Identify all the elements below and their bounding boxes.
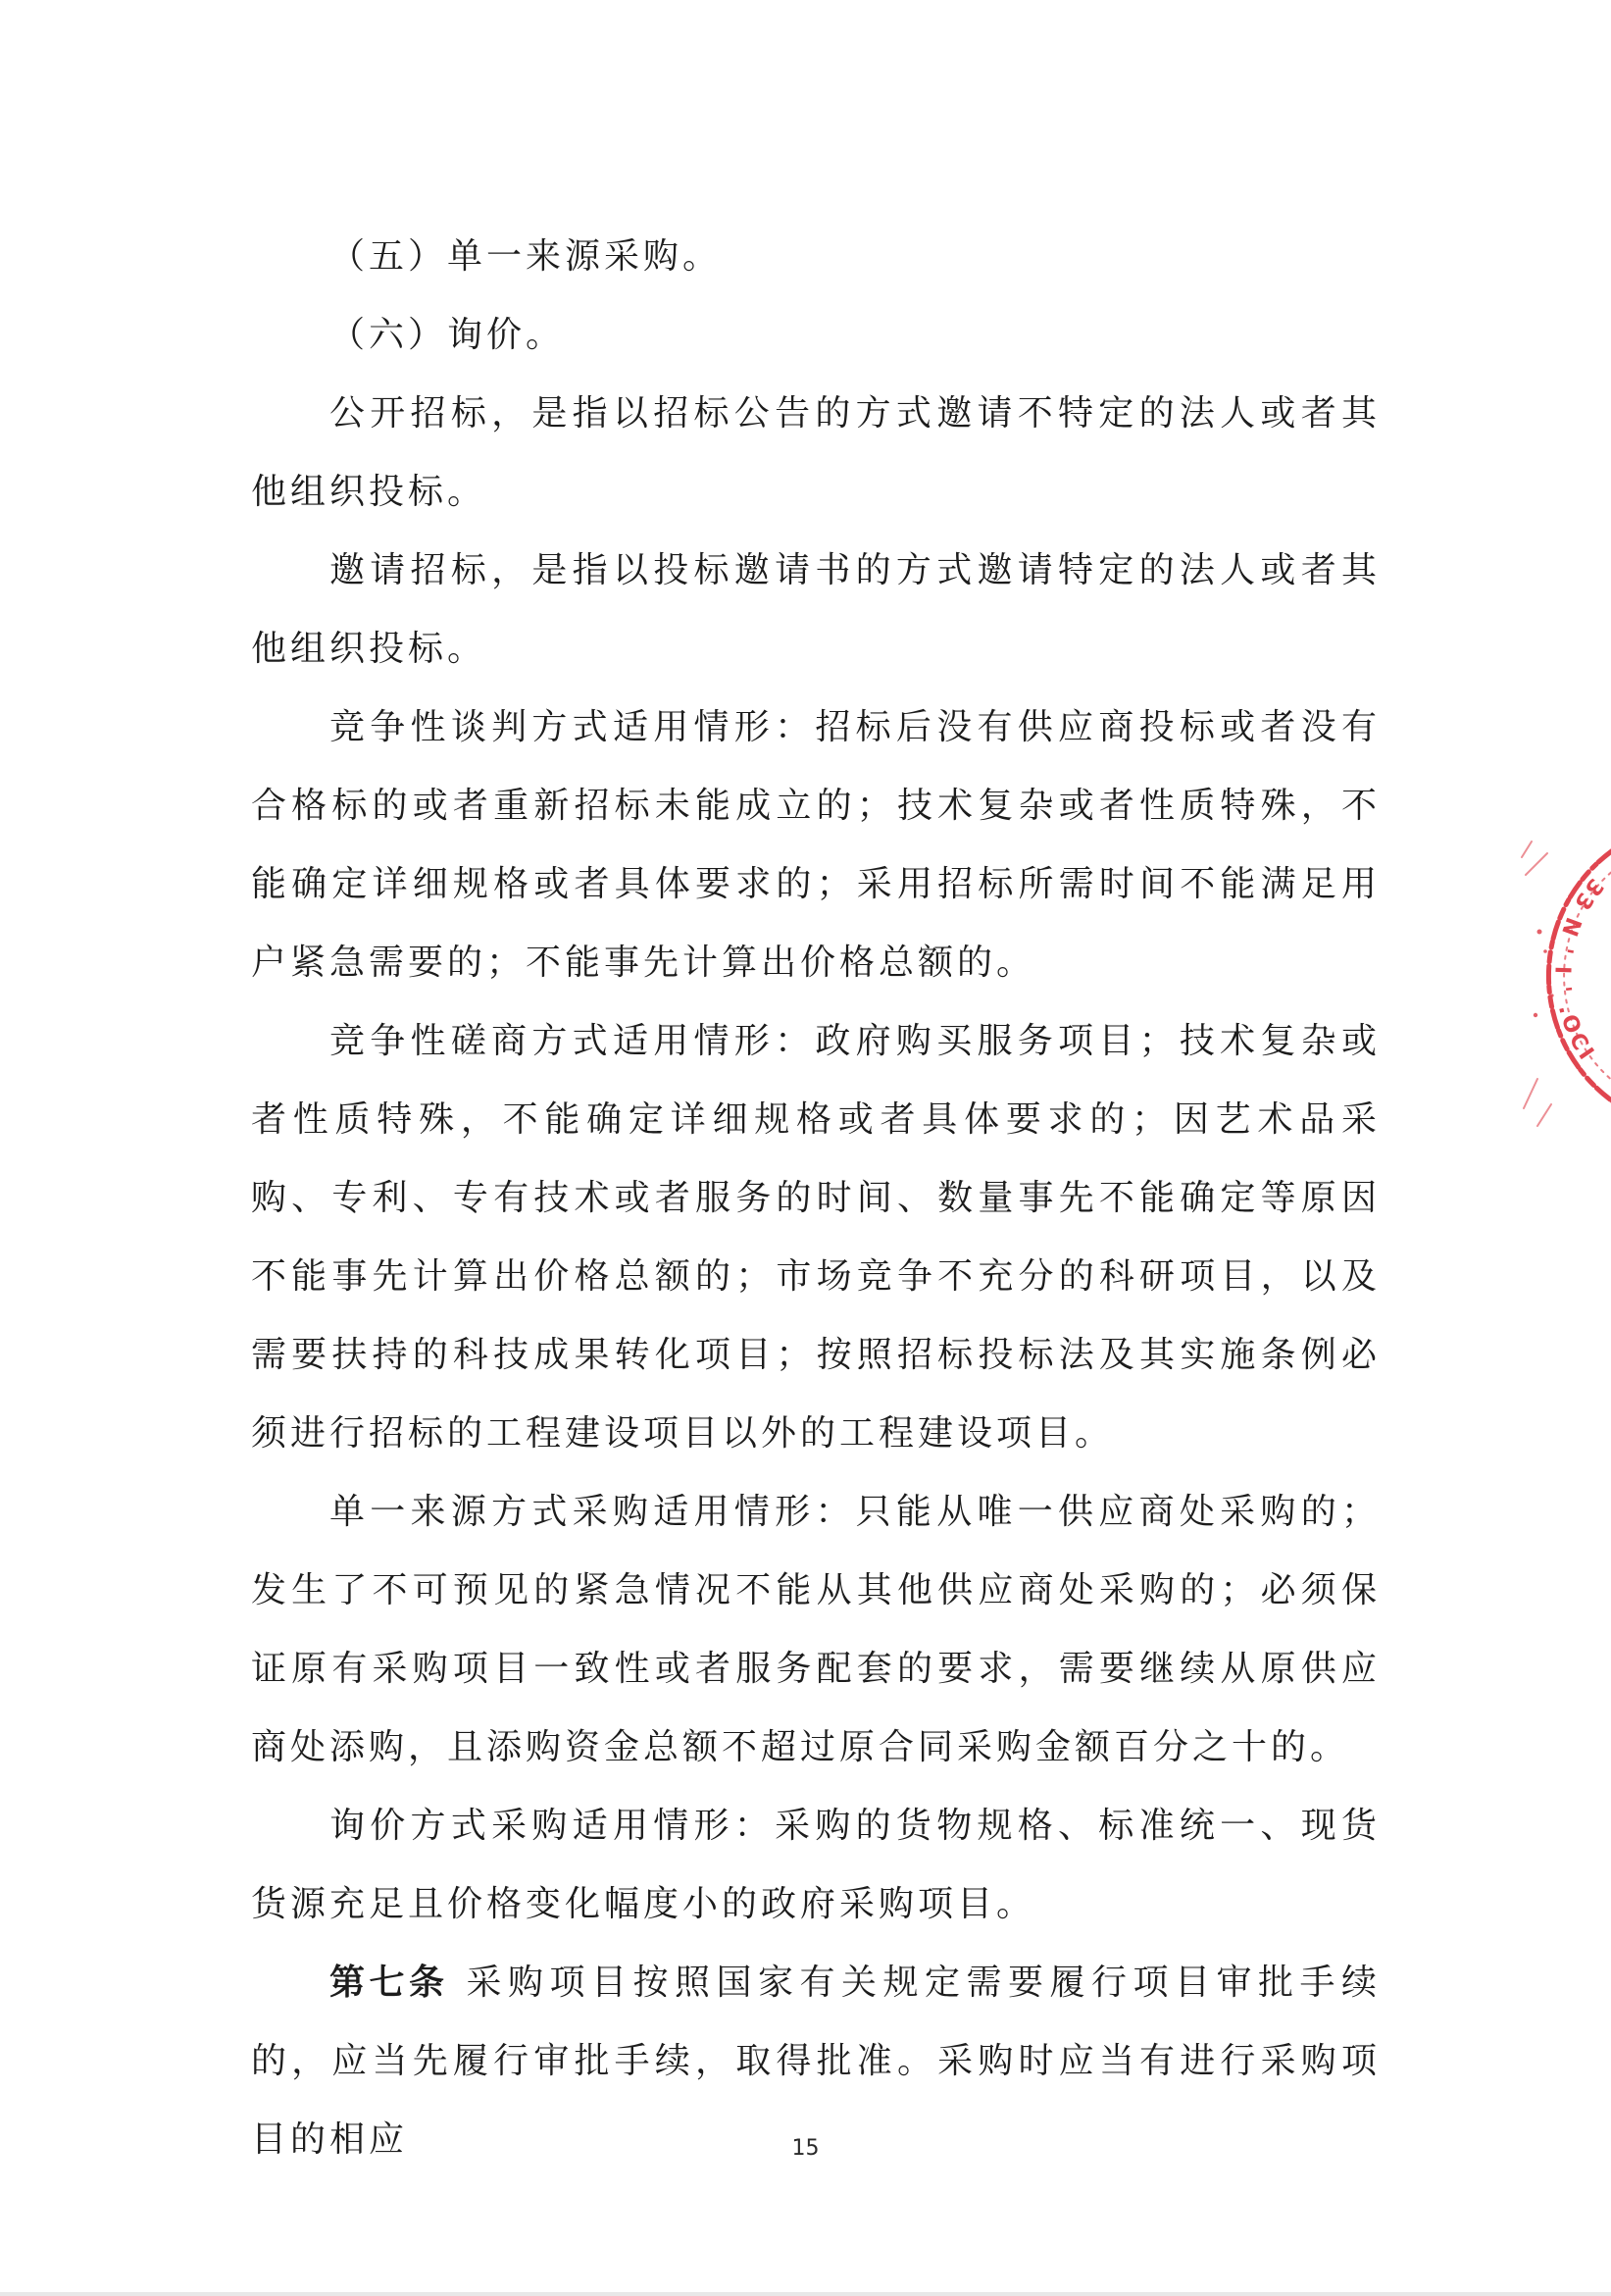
- paragraph-item-6: （六）询价。: [329, 315, 566, 355]
- scan-edge-divider: [0, 2292, 1611, 2296]
- seal-stamp-icon: [1518, 814, 1611, 1138]
- paragraph-single-source: 单一来源方式采购适用情形：只能从唯一供应商处采购的；发生了不可预见的紧急情况不能从其他供应商处采购的；必须保证原有采购项目一致性或者服务配套的要求，需要继续从原供应商处添购，且添购资金总额不超过原合同采购金额百分之十的。: [251, 1492, 1381, 1767]
- article-text: 采购项目按照国家有关规定需要履行项目审批手续的，应当先履行审批手续，取得批准。采购时应当有进行采购项目的相应: [251, 1963, 1381, 2160]
- paragraph-competitive-consultation: 竞争性磋商方式适用情形：政府购买服务项目；技术复杂或者性质特殊，不能确定详细规格或者具体要求的；因艺术品采购、专利、专有技术或者服务的时间、数量事先不能确定等原因不能事先计算出价格总额的；市场竞争不充分的科研项目，以及需要扶持的科技成果转化项目；按照招标投标法及其实施条例必须进行招标的工程建设项目以外的工程建设项目。: [251, 1021, 1381, 1454]
- svg-text:33 N ' I ' .OCI: 33 N ' I ' .OCI: [1549, 873, 1608, 1067]
- document-body: [251, 218, 1381, 2179]
- paragraph-item-5: （五）单一来源采购。: [329, 236, 723, 277]
- paragraph-inquiry: 询价方式采购适用情形：采购的货物规格、标准统一、现货货源充足且价格变化幅度小的政府采购项目。: [251, 1806, 1381, 1924]
- paragraph-open-tender: 公开招标，是指以招标公告的方式邀请不特定的法人或者其他组织投标。: [251, 393, 1381, 512]
- page-number: 15: [791, 2136, 820, 2161]
- paragraph-competitive-negotiation: 竞争性谈判方式适用情形：招标后没有供应商投标或者没有合格标的或者重新招标未能成立的；技术复杂或者性质特殊，不能确定详细规格或者具体要求的；采用招标所需时间不能满足用户紧急需要的；不能事先计算出价格总额的。: [251, 707, 1381, 983]
- paragraph-invited-tender: 邀请招标，是指以投标邀请书的方式邀请特定的法人或者其他组织投标。: [251, 550, 1381, 669]
- article-label: 第七条: [329, 1963, 449, 2003]
